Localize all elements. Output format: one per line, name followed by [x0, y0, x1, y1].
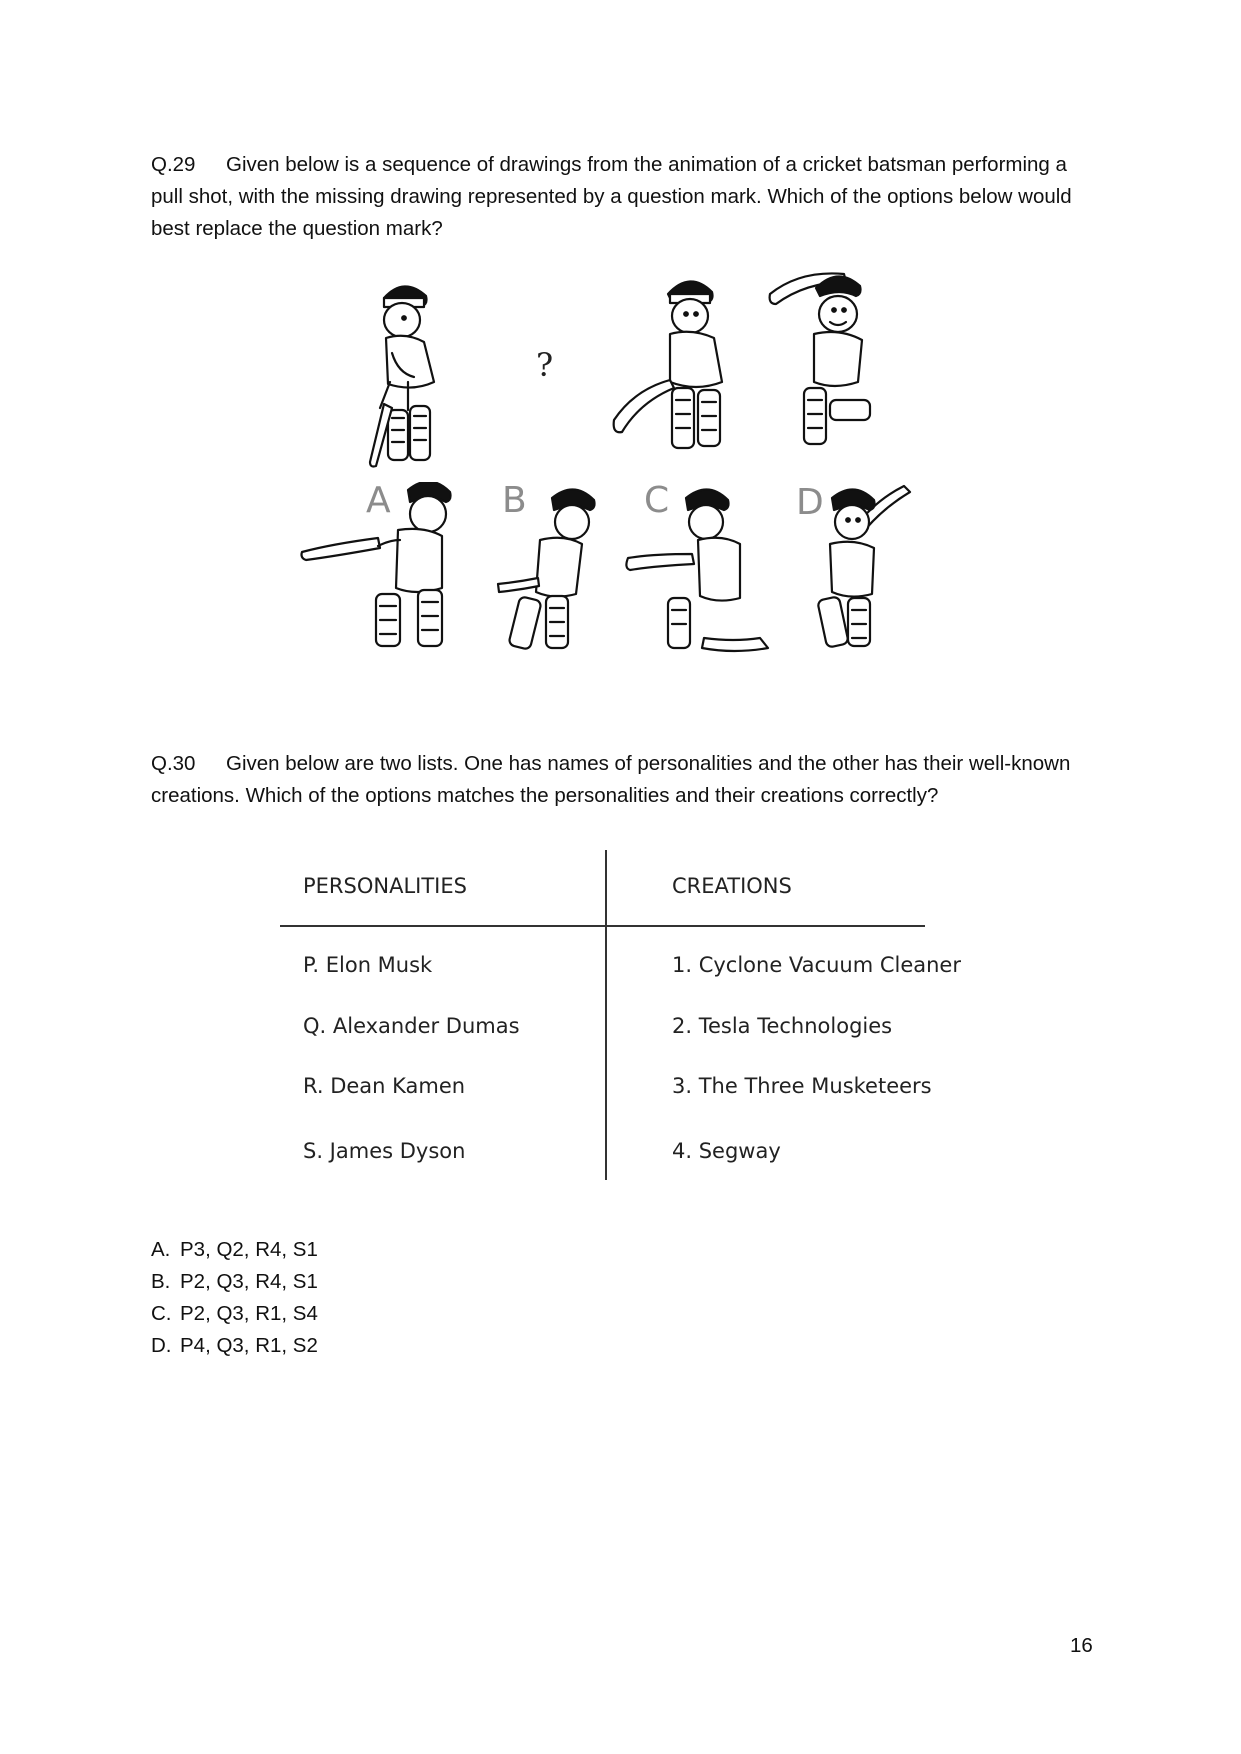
option-value: P2, Q3, R1, S4 — [180, 1302, 318, 1325]
personality-item: P. Elon Musk — [303, 953, 433, 977]
answer-option-d[interactable] — [151, 1330, 318, 1362]
option-c-drawing[interactable] — [624, 488, 784, 654]
question-text: Given below is a sequence of drawings from the animation of a cricket batsman performing a pull shot, with the missing drawing represented by a question mark. Which of the options below would best replace the question mark? — [151, 153, 1072, 240]
table-header-divider — [280, 925, 925, 927]
option-label-b: B — [502, 480, 527, 521]
batsman-frame-1 — [360, 278, 450, 468]
answer-option-b[interactable] — [151, 1266, 318, 1298]
table-header-personalities: PERSONALITIES — [303, 874, 467, 898]
option-a-drawing[interactable] — [298, 482, 468, 652]
question-text: Given below are two lists. One has names of personalities and the other has their well-known creations. Which of the options matches the personalities and their creations correctly? — [151, 752, 1071, 807]
option-key: C. — [151, 1302, 172, 1325]
option-b-drawing[interactable] — [494, 488, 614, 654]
batsman-frame-4 — [764, 270, 894, 460]
creation-item: 1. Cyclone Vacuum Cleaner — [672, 953, 961, 977]
creation-item: 2. Tesla Technologies — [672, 1014, 893, 1038]
option-key: B. — [151, 1270, 171, 1293]
answer-options — [151, 1234, 318, 1362]
option-key: D. — [151, 1334, 172, 1357]
answer-option-c[interactable] — [151, 1298, 318, 1330]
option-label-c: C — [644, 480, 670, 521]
question-number: Q.29 — [151, 153, 196, 176]
question-30 — [151, 748, 1091, 812]
creation-item: 3. The Three Musketeers — [672, 1074, 932, 1098]
table-column-divider — [605, 850, 607, 1180]
question-number: Q.30 — [151, 752, 196, 775]
page-number: 16 — [1070, 1634, 1093, 1657]
option-value: P2, Q3, R4, S1 — [180, 1270, 318, 1293]
option-label-d: D — [796, 482, 824, 523]
personality-item: S. James Dyson — [303, 1139, 466, 1163]
option-value: P3, Q2, R4, S1 — [180, 1238, 318, 1261]
option-value: P4, Q3, R1, S2 — [180, 1334, 318, 1357]
answer-option-a[interactable] — [151, 1234, 318, 1266]
personality-item: R. Dean Kamen — [303, 1074, 466, 1098]
question-29 — [151, 149, 1091, 245]
option-d-drawing[interactable] — [812, 482, 912, 652]
missing-drawing-mark: ? — [536, 346, 554, 384]
option-label-a: A — [366, 480, 391, 521]
table-header-creations: CREATIONS — [672, 874, 792, 898]
creation-item: 4. Segway — [672, 1139, 781, 1163]
personality-item: Q. Alexander Dumas — [303, 1014, 520, 1038]
option-key: A. — [151, 1238, 171, 1261]
batsman-frame-3 — [608, 272, 738, 462]
matching-table — [280, 850, 961, 1180]
